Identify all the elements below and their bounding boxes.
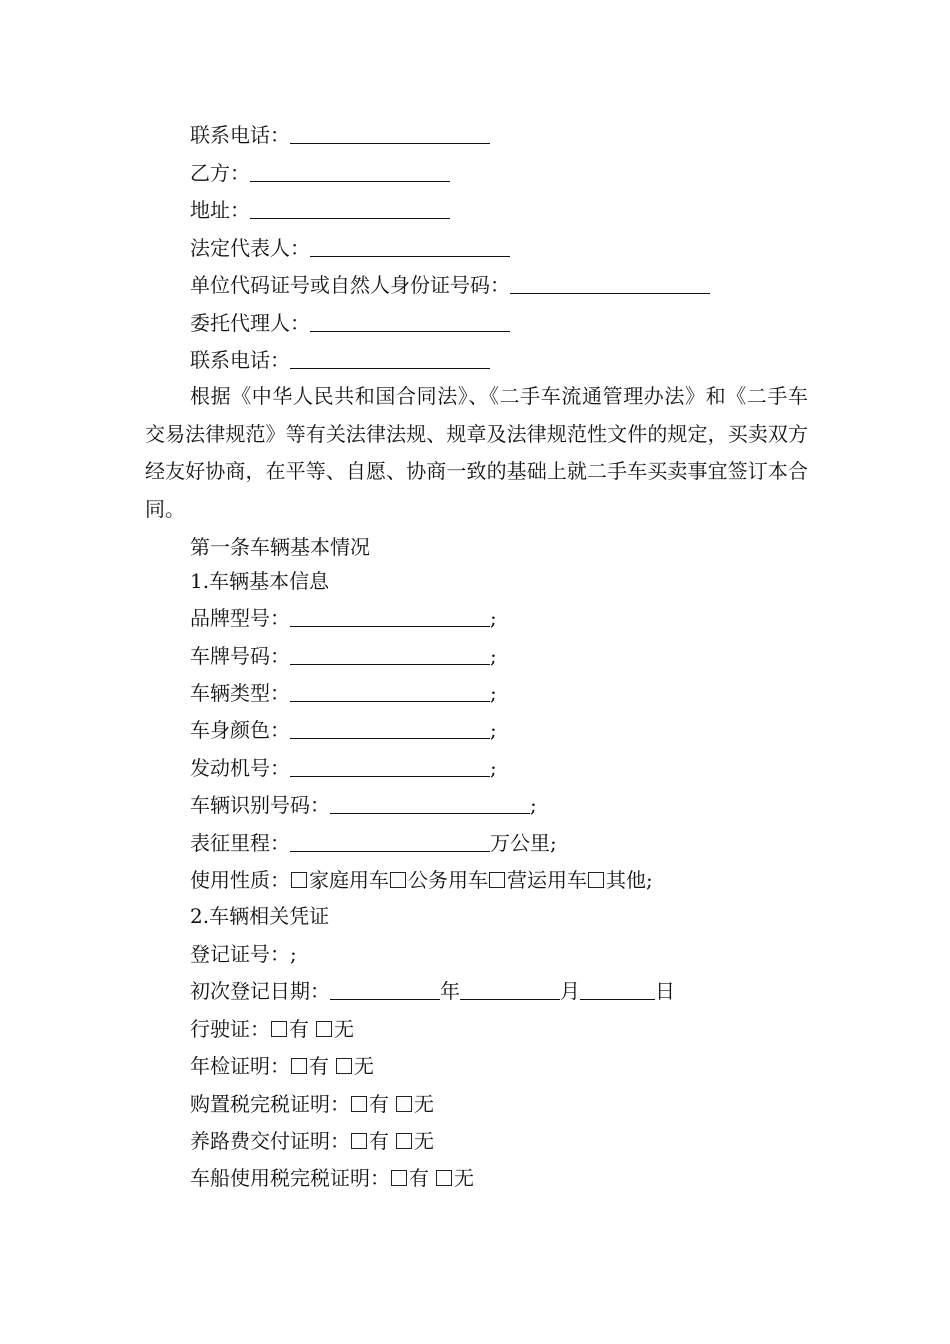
- vessel-tax-label: 车船使用税完税证明：: [190, 1166, 390, 1190]
- inspection-yes-checkbox[interactable]: [291, 1058, 307, 1074]
- usage-commercial-checkbox[interactable]: [489, 872, 505, 888]
- section1-title: 1.车辆基本信息: [190, 569, 330, 593]
- first-reg-line: [190, 976, 675, 1006]
- first-reg-year-blank[interactable]: [330, 979, 440, 1000]
- vessel-tax-line: [190, 1163, 474, 1193]
- yes-label: 有: [369, 1092, 389, 1116]
- day-label: 日: [655, 979, 675, 1003]
- vessel-tax-no-checkbox[interactable]: [436, 1170, 452, 1186]
- semicolon: ;: [490, 644, 497, 668]
- month-label: 月: [560, 979, 580, 1003]
- yes-label: 有: [409, 1166, 429, 1190]
- party-b-address-label: 地址：: [190, 198, 250, 222]
- inspection-line: [190, 1051, 374, 1081]
- brand-blank[interactable]: [290, 606, 490, 627]
- license-label: 行驶证：: [190, 1017, 270, 1041]
- plate-line: [190, 641, 497, 671]
- semicolon: ;: [490, 681, 497, 705]
- color-label: 车身颜色：: [190, 718, 290, 742]
- first-reg-label: 初次登记日期：: [190, 979, 330, 1003]
- engine-blank[interactable]: [290, 756, 490, 777]
- no-label: 无: [454, 1166, 474, 1190]
- vessel-tax-yes-checkbox[interactable]: [391, 1170, 407, 1186]
- road-fee-label: 养路费交付证明：: [190, 1129, 350, 1153]
- party-b-legal-rep-line: [190, 233, 510, 263]
- purchase-tax-yes-checkbox[interactable]: [351, 1096, 367, 1112]
- engine-line: [190, 753, 497, 783]
- brand-line: [190, 603, 497, 633]
- purchase-tax-line: [190, 1089, 434, 1119]
- inspection-label: 年检证明：: [190, 1054, 290, 1078]
- yes-label: 有: [309, 1054, 329, 1078]
- type-blank[interactable]: [290, 681, 490, 702]
- usage-other-checkbox[interactable]: [588, 872, 604, 888]
- party-b-phone-line: [190, 345, 490, 375]
- type-line: [190, 678, 497, 708]
- yes-label: 有: [289, 1017, 309, 1041]
- party-b-label: 乙方：: [190, 161, 250, 185]
- road-fee-line: [190, 1126, 434, 1156]
- mileage-unit: 万公里;: [490, 831, 557, 855]
- license-no-checkbox[interactable]: [316, 1021, 332, 1037]
- road-fee-no-checkbox[interactable]: [396, 1133, 412, 1149]
- section2-title: 2.车辆相关凭证: [190, 904, 330, 928]
- reg-no-line: 登记证号：;: [190, 942, 297, 966]
- mileage-line: [190, 828, 557, 858]
- vin-label: 车辆识别号码：: [190, 793, 330, 817]
- party-b-blank[interactable]: [250, 161, 450, 182]
- purchase-tax-label: 购置税完税证明：: [190, 1092, 350, 1116]
- no-label: 无: [334, 1017, 354, 1041]
- usage-official-checkbox[interactable]: [390, 872, 406, 888]
- usage-family-checkbox[interactable]: [291, 872, 307, 888]
- usage-option-commercial: 营运用车: [507, 868, 587, 892]
- article1-title: 第一条车辆基本情况: [190, 535, 370, 559]
- road-fee-yes-checkbox[interactable]: [351, 1133, 367, 1149]
- party-b-id-blank[interactable]: [510, 273, 710, 294]
- mileage-label: 表征里程：: [190, 831, 290, 855]
- color-line: [190, 715, 497, 745]
- party-b-legal-rep-blank[interactable]: [310, 236, 510, 257]
- yes-label: 有: [369, 1129, 389, 1153]
- license-yes-checkbox[interactable]: [271, 1021, 287, 1037]
- usage-option-family: 家庭用车: [309, 868, 389, 892]
- semicolon: ;: [530, 793, 537, 817]
- first-reg-day-blank[interactable]: [580, 979, 655, 1000]
- party-b-legal-rep-label: 法定代表人：: [190, 236, 310, 260]
- party-b-agent-line: [190, 308, 510, 338]
- semicolon: ;: [490, 718, 497, 742]
- party-b-line: [190, 158, 450, 188]
- vin-line: [190, 790, 537, 820]
- semicolon: ;: [490, 606, 497, 630]
- party-a-phone-label: 联系电话：: [190, 123, 290, 147]
- party-b-agent-label: 委托代理人：: [190, 311, 310, 335]
- vin-blank[interactable]: [330, 793, 530, 814]
- party-b-address-blank[interactable]: [250, 198, 450, 219]
- party-b-phone-label: 联系电话：: [190, 348, 290, 372]
- party-a-phone-blank[interactable]: [290, 123, 490, 144]
- preamble-paragraph: 根据《中华人民共和国合同法》、《二手车流通管理办法》和《二手车交易法律规范》等有关法律法规、规章及法律规范性文件的规定，买卖双方经友好协商，在平等、自愿、协商一致的基础上就二手车买卖事宜签订本合同。: [145, 384, 808, 521]
- usage-label: 使用性质：: [190, 868, 290, 892]
- no-label: 无: [354, 1054, 374, 1078]
- plate-label: 车牌号码：: [190, 644, 290, 668]
- semicolon: ;: [490, 756, 497, 780]
- plate-blank[interactable]: [290, 644, 490, 665]
- license-line: [190, 1014, 354, 1044]
- party-b-id-line: [190, 270, 710, 300]
- mileage-blank[interactable]: [290, 831, 490, 852]
- party-b-address-line: [190, 195, 450, 225]
- no-label: 无: [414, 1129, 434, 1153]
- party-b-id-label: 单位代码证号或自然人身份证号码：: [190, 273, 510, 297]
- party-a-phone-line: [190, 120, 490, 150]
- first-reg-month-blank[interactable]: [460, 979, 560, 1000]
- party-b-phone-blank[interactable]: [290, 348, 490, 369]
- year-label: 年: [440, 979, 460, 1003]
- usage-option-official: 公务用车: [408, 868, 488, 892]
- color-blank[interactable]: [290, 718, 490, 739]
- inspection-no-checkbox[interactable]: [336, 1058, 352, 1074]
- usage-option-other: 其他;: [606, 868, 653, 892]
- no-label: 无: [414, 1092, 434, 1116]
- type-label: 车辆类型：: [190, 681, 290, 705]
- purchase-tax-no-checkbox[interactable]: [396, 1096, 412, 1112]
- brand-label: 品牌型号：: [190, 606, 290, 630]
- engine-label: 发动机号：: [190, 756, 290, 780]
- party-b-agent-blank[interactable]: [310, 311, 510, 332]
- usage-line: [190, 865, 653, 895]
